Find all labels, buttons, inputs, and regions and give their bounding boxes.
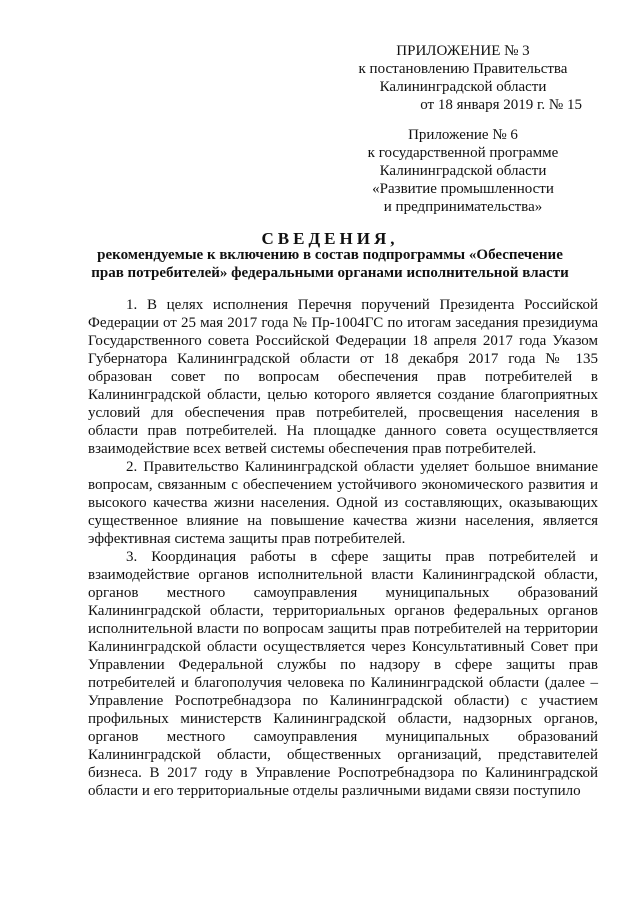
document-body	[88, 296, 598, 800]
document-subtitle	[60, 246, 600, 282]
paragraph-1: 1. В целях исполнения Перечня поручений Президента Российской Федерации от 25 мая 2017 года № Пр-1004ГС по итогам заседания президиума Государственного совета Российской Федерации 18 апреля 2017 года Указом Губернатора Калининградской области от 18 декабря 2017 года № 135 образован совет по вопросам обеспечения прав потребителей в Калининградской области, целью которого является создание благоприятных условий для обеспечения прав потребителей, просвещения населения в области прав потребителей. На площадке данного совета осуществляется взаимодействие всех ветвей системы обеспечения прав потребителей.	[88, 297, 598, 457]
subtitle-line-2: прав потребителей» федеральными органами исполнительной власти	[91, 265, 569, 281]
paragraph-3: 3. Координация работы в сфере защиты прав потребителей и взаимодействие органов исполнительной власти Калининградской области, органов местного самоуправления муниципальных образований Калининградской области, территориальных органов федеральных органов исполнительной власти по вопросам защиты прав потребителей на территории Калининградской области осуществляется через Консультативный Совет при Управлении Федеральной службы по надзору в сфере защиты прав потребителей и благополучия человека по Калининградской области (далее – Управление Роспотребнадзора по Калининградской области) с участием профильных министерств Калининградской области, надзорных органов, органов местного самоуправления муниципальных образований Калининградской области, общественных организаций, представителей бизнеса. В 2017 году в Управление Роспотребнадзора по Калининградской области и его территориальные отделы различными видами связи поступило	[88, 549, 598, 799]
annex-header-program	[330, 126, 596, 216]
program-annex-number: Приложение № 6	[408, 127, 518, 143]
annex-header-main	[330, 42, 596, 114]
program-name-line2: и предпринимательства»	[383, 199, 543, 215]
subtitle-line-1: рекомендуемые к включению в состав подпрограммы «Обеспечение	[97, 247, 563, 263]
document-title: СВЕДЕНИЯ,	[261, 229, 399, 248]
program-annex-region: Калининградской области	[379, 163, 547, 179]
annex-basis: к постановлению Правительства	[358, 61, 568, 77]
annex-date: от 18 января 2019 г. № 15	[420, 97, 582, 113]
paragraph-2: 2. Правительство Калининградской области уделяет большое внимание вопросам, связанным с обеспечением устойчивого экономического развития и высокого качества жизни населения. Одной из составляющих, оказывающих существенное влияние на повышение качества жизни населения, является эффективная система защиты прав потребителей.	[88, 459, 598, 547]
program-annex-basis: к государственной программе	[367, 145, 559, 161]
annex-number: ПРИЛОЖЕНИЕ № 3	[396, 43, 530, 59]
annex-region: Калининградской области	[379, 79, 547, 95]
program-name-line1: «Развитие промышленности	[372, 181, 554, 197]
